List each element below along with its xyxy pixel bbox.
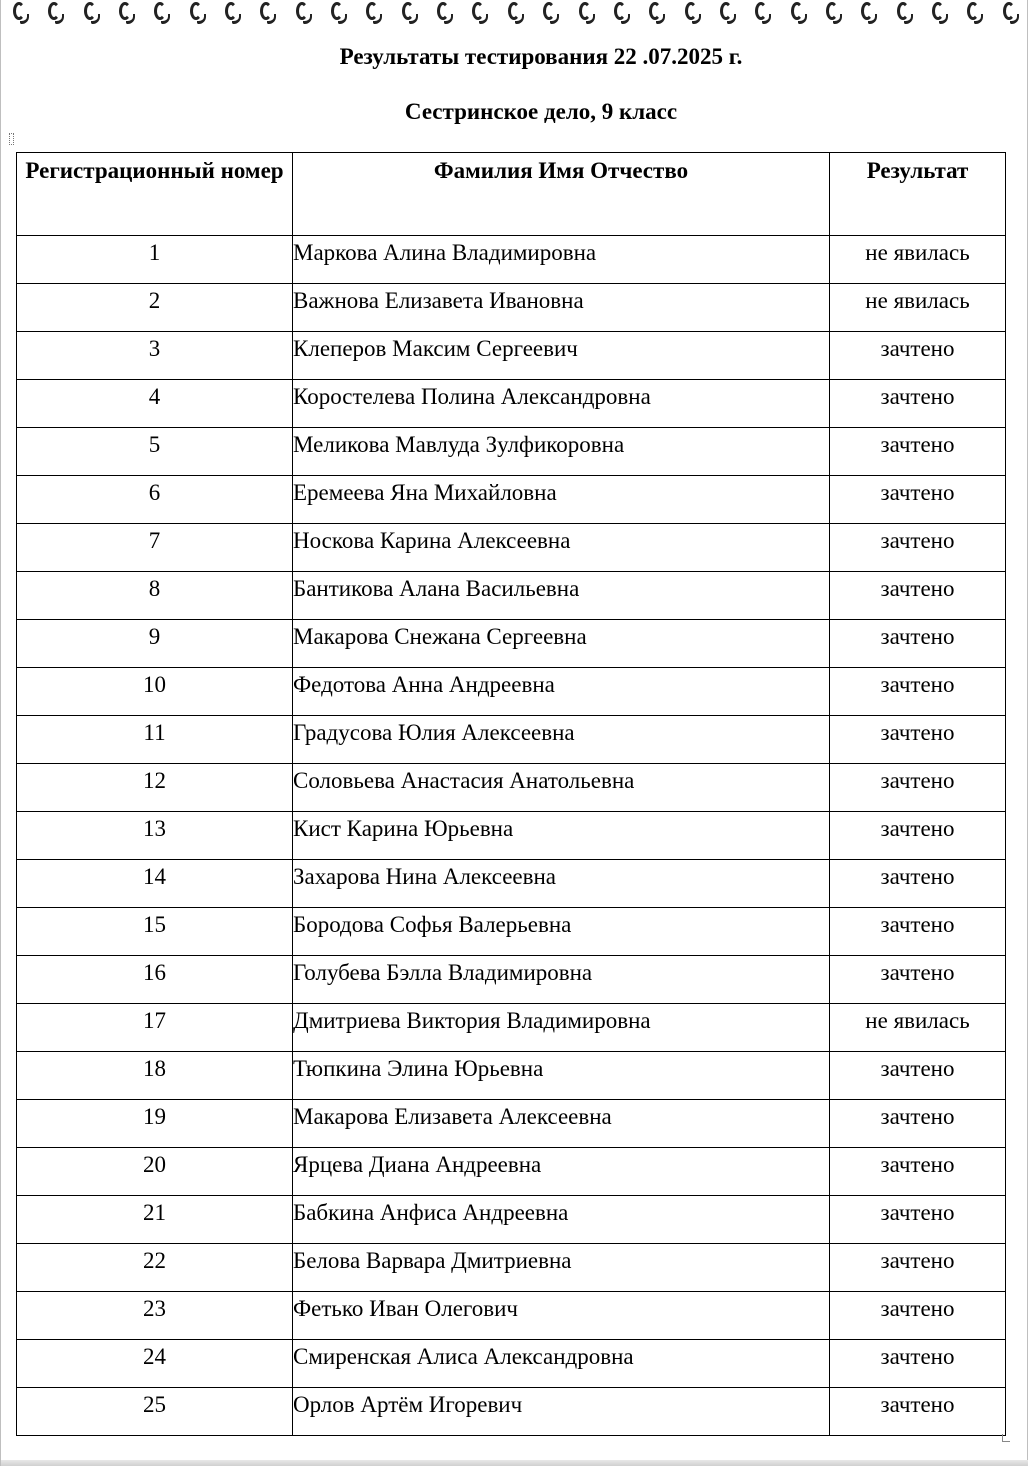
spiral-coil-icon	[294, 0, 314, 30]
cell-full-name: Бабкина Анфиса Андреевна	[293, 1196, 830, 1244]
results-table	[16, 152, 1006, 1436]
cell-registration-number: 15	[17, 908, 293, 956]
page-corner-mark	[1002, 1434, 1010, 1442]
table-row	[17, 1292, 1006, 1340]
table-row	[17, 428, 1006, 476]
cell-full-name: Еремеева Яна Михайловна	[293, 476, 830, 524]
spiral-coil-icon	[188, 0, 208, 30]
spiral-coil-icon	[329, 0, 349, 30]
cell-registration-number: 8	[17, 572, 293, 620]
cell-result: зачтено	[830, 620, 1006, 668]
cell-result: зачтено	[830, 428, 1006, 476]
cell-registration-number: 3	[17, 332, 293, 380]
cell-full-name: Федотова Анна Андреевна	[293, 668, 830, 716]
table-row	[17, 1100, 1006, 1148]
page-shadow	[1, 1460, 1028, 1466]
cell-full-name: Тюпкина Элина Юрьевна	[293, 1052, 830, 1100]
cell-result: зачтено	[830, 1292, 1006, 1340]
cell-result: зачтено	[830, 1148, 1006, 1196]
cell-registration-number: 2	[17, 284, 293, 332]
spiral-coil-icon	[152, 0, 172, 30]
cell-result: зачтено	[830, 1244, 1006, 1292]
cell-result: зачтено	[830, 908, 1006, 956]
spiral-coil-icon	[11, 0, 31, 30]
spiral-coil-icon	[223, 0, 243, 30]
cell-full-name: Бородова Софья Валерьевна	[293, 908, 830, 956]
spiral-coil-icon	[895, 0, 915, 30]
spiral-coil-icon	[1001, 0, 1021, 30]
table-row	[17, 1244, 1006, 1292]
cell-full-name: Дмитриева Виктория Владимировна	[293, 1004, 830, 1052]
cell-result: зачтено	[830, 332, 1006, 380]
spiral-coil-icon	[577, 0, 597, 30]
cell-registration-number: 19	[17, 1100, 293, 1148]
cell-registration-number: 24	[17, 1340, 293, 1388]
spiral-coil-icon	[258, 0, 278, 30]
spiral-coil-icon	[435, 0, 455, 30]
cell-full-name: Важнова Елизавета Ивановна	[293, 284, 830, 332]
cell-registration-number: 21	[17, 1196, 293, 1244]
cell-result: зачтено	[830, 956, 1006, 1004]
cell-registration-number: 16	[17, 956, 293, 1004]
document-subtitle: Сестринское дело, 9 класс	[404, 99, 678, 124]
table-move-handle-icon[interactable]	[9, 133, 14, 145]
cell-registration-number: 4	[17, 380, 293, 428]
cell-full-name: Макарова Снежана Сергеевна	[293, 620, 830, 668]
table-row	[17, 332, 1006, 380]
table-row	[17, 1052, 1006, 1100]
cell-full-name: Захарова Нина Алексеевна	[293, 860, 830, 908]
cell-result: зачтено	[830, 812, 1006, 860]
cell-full-name: Кист Карина Юрьевна	[293, 812, 830, 860]
cell-result: зачтено	[830, 1196, 1006, 1244]
cell-full-name: Смиренская Алиса Александровна	[293, 1340, 830, 1388]
table-row	[17, 236, 1006, 284]
table-row	[17, 572, 1006, 620]
cell-result: зачтено	[830, 524, 1006, 572]
spiral-coil-icon	[930, 0, 950, 30]
spiral-coil-icon	[364, 0, 384, 30]
document-title: Результаты тестирования 22 .07.2025 г.	[339, 44, 743, 69]
cell-registration-number: 14	[17, 860, 293, 908]
table-row	[17, 620, 1006, 668]
cell-full-name: Ярцева Диана Андреевна	[293, 1148, 830, 1196]
cell-registration-number: 22	[17, 1244, 293, 1292]
cell-result: зачтено	[830, 716, 1006, 764]
cell-registration-number: 18	[17, 1052, 293, 1100]
cell-full-name: Соловьева Анастасия Анатольевна	[293, 764, 830, 812]
table-row	[17, 380, 1006, 428]
cell-registration-number: 6	[17, 476, 293, 524]
cell-result: зачтено	[830, 572, 1006, 620]
table-header-row	[17, 153, 1006, 236]
cell-result: зачтено	[830, 860, 1006, 908]
table-row	[17, 476, 1006, 524]
table-row	[17, 812, 1006, 860]
spiral-coil-icon	[824, 0, 844, 30]
cell-registration-number: 20	[17, 1148, 293, 1196]
cell-registration-number: 9	[17, 620, 293, 668]
cell-full-name: Клеперов Максим Сергеевич	[293, 332, 830, 380]
spiral-coil-icon	[46, 0, 66, 30]
spiral-coil-icon	[470, 0, 490, 30]
table-row	[17, 1196, 1006, 1244]
cell-result: зачтено	[830, 1388, 1006, 1436]
spiral-coil-icon	[965, 0, 985, 30]
cell-full-name: Маркова Алина Владимировна	[293, 236, 830, 284]
cell-registration-number: 5	[17, 428, 293, 476]
header-result: Результат	[830, 153, 1006, 236]
cell-full-name: Носкова Карина Алексеевна	[293, 524, 830, 572]
spiral-coil-icon	[683, 0, 703, 30]
cell-full-name: Бантикова Алана Васильевна	[293, 572, 830, 620]
spiral-coil-icon	[400, 0, 420, 30]
cell-registration-number: 23	[17, 1292, 293, 1340]
cell-registration-number: 10	[17, 668, 293, 716]
table-row	[17, 860, 1006, 908]
cell-registration-number: 11	[17, 716, 293, 764]
table-row	[17, 1148, 1006, 1196]
cell-result: не явилась	[830, 1004, 1006, 1052]
cell-registration-number: 13	[17, 812, 293, 860]
table-row	[17, 956, 1006, 1004]
header-full-name: Фамилия Имя Отчество	[293, 153, 830, 236]
cell-result: зачтено	[830, 668, 1006, 716]
table-row	[17, 668, 1006, 716]
spiral-coil-icon	[612, 0, 632, 30]
spiral-binding	[11, 0, 1021, 30]
cell-full-name: Белова Варвара Дмитриевна	[293, 1244, 830, 1292]
cell-registration-number: 25	[17, 1388, 293, 1436]
spiral-coil-icon	[541, 0, 561, 30]
table-row	[17, 1004, 1006, 1052]
table-row	[17, 1388, 1006, 1436]
table-row	[17, 524, 1006, 572]
table-row	[17, 284, 1006, 332]
header-registration-number: Регистрационный номер	[17, 153, 293, 236]
cell-registration-number: 1	[17, 236, 293, 284]
cell-registration-number: 17	[17, 1004, 293, 1052]
spiral-coil-icon	[647, 0, 667, 30]
cell-result: не явилась	[830, 284, 1006, 332]
spiral-coil-icon	[506, 0, 526, 30]
cell-full-name: Макарова Елизавета Алексеевна	[293, 1100, 830, 1148]
spiral-coil-icon	[859, 0, 879, 30]
cell-full-name: Градусова Юлия Алексеевна	[293, 716, 830, 764]
spiral-coil-icon	[789, 0, 809, 30]
cell-full-name: Фетько Иван Олегович	[293, 1292, 830, 1340]
cell-full-name: Меликова Мавлуда Зулфикоровна	[293, 428, 830, 476]
cell-full-name: Голубева Бэлла Владимировна	[293, 956, 830, 1004]
cell-result: зачтено	[830, 764, 1006, 812]
table-row	[17, 1340, 1006, 1388]
spiral-coil-icon	[718, 0, 738, 30]
cell-registration-number: 12	[17, 764, 293, 812]
cell-result: зачтено	[830, 1100, 1006, 1148]
spiral-coil-icon	[753, 0, 773, 30]
cell-full-name: Орлов Артём Игоревич	[293, 1388, 830, 1436]
cell-result: зачтено	[830, 476, 1006, 524]
cell-result: зачтено	[830, 1340, 1006, 1388]
cell-full-name: Коростелева Полина Александровна	[293, 380, 830, 428]
table-row	[17, 764, 1006, 812]
spiral-coil-icon	[82, 0, 102, 30]
table-row	[17, 716, 1006, 764]
cell-result: не явилась	[830, 236, 1006, 284]
cell-result: зачтено	[830, 380, 1006, 428]
cell-registration-number: 7	[17, 524, 293, 572]
table-row	[17, 908, 1006, 956]
cell-result: зачтено	[830, 1052, 1006, 1100]
spiral-coil-icon	[117, 0, 137, 30]
